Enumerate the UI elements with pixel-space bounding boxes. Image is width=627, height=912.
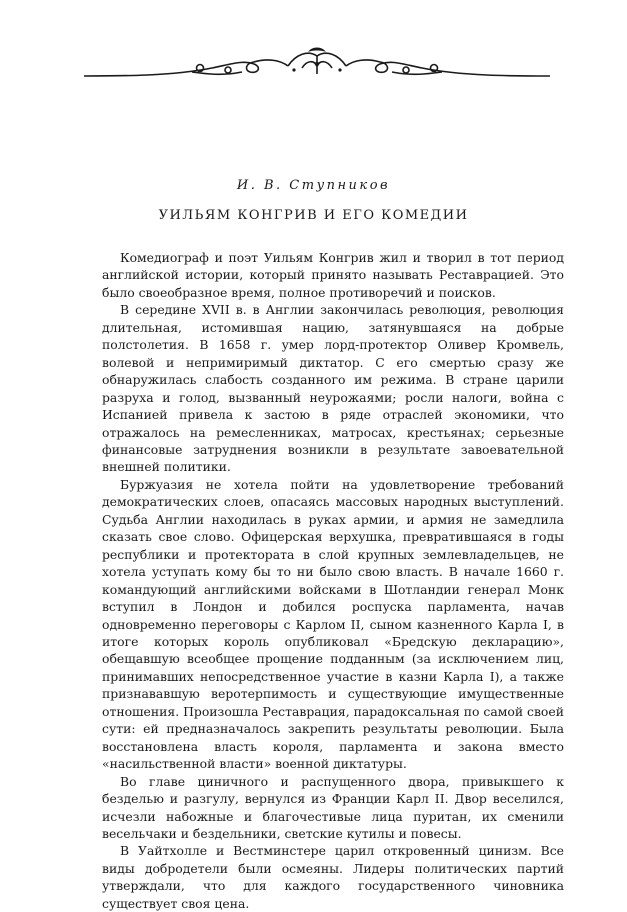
article-body [102,249,564,912]
paragraph: Буржуазия не хотела пойти на удовлетворение требований демократических слоев, опасаясь массовых народных выступлений. Судьба Англии находилась в руках армии, и армия не замедлила сказать свое слово. Офицерская верхушка, превратившаяся в годы республики и протектората в слой крупных землевладельцев, не хотела уступать кому бы то ни было свою власть. В начале 1660 г. командующий английскими войсками в Шотландии генерал Монк вступил в Лондон и добился роспуска парламента, начав одновременно переговоры с Карлом II, сыном казненного Карла I, в итоге которых король опубликовал «Бредскую декларацию», обещавшую всеобщее прощение подданным (за исключением лиц, принимавших непосредственное участие в казни Карла I), а также признававшую веротерпимость и существующие имущественные отношения. Произошла Реставрация, парадоксальная по самой своей сути: ей предназначалось закрепить результаты революции. Была восстановлена власть короля, парламента и закона вместо «насильственной власти» военной диктатуры. [102,476,564,772]
paragraph: В Уайтхолле и Вестминстере царил откровенный цинизм. Все виды добродетели были осмеяны. Лидеры политических партий утверждали, что для каждого государственного чиновника существует своя цена. [102,843,564,911]
decorative-headpiece-ornament [82,46,552,80]
paragraph: Комедиограф и поэт Уильям Конгрив жил и творил в тот период английской истории, который принято называть Реставрацией. Это было своеобразное время, полное противоречий и поисков. [102,250,564,300]
article-title: УИЛЬЯМ КОНГРИВ И ЕГО КОМЕДИИ [158,208,469,223]
paragraph: В середине XVII в. в Англии закончилась революция, революция длительная, истомившая нацию, затянувшаяся на добрые полстолетия. В 1658 г. умер лорд-протектор Оливер Кромвель, волевой и непримиримый диктатор. С его смертью сразу же обнаружилась слабость созданного им режима. В стране царили разруха и голод, вызванный неурожаями; росли налоги, война с Испанией привела к застою в ряде отраслей экономики, что отражалось на ремесленниках, матросах, крестьянах; серьезные финансовые затруднения возникли в результате завоевательной внешней политики. [102,302,564,475]
paragraph: Во главе циничного и распущенного двора, привыкшего к безделью и разгулу, вернулся из Франции Карл II. Двор веселился, исчезли набожные и благочестивые лица пуритан, их сменили весельчаки и бездельники, светские кутилы и повесы. [102,773,564,841]
author-name: И. В. Ступников [236,178,391,193]
